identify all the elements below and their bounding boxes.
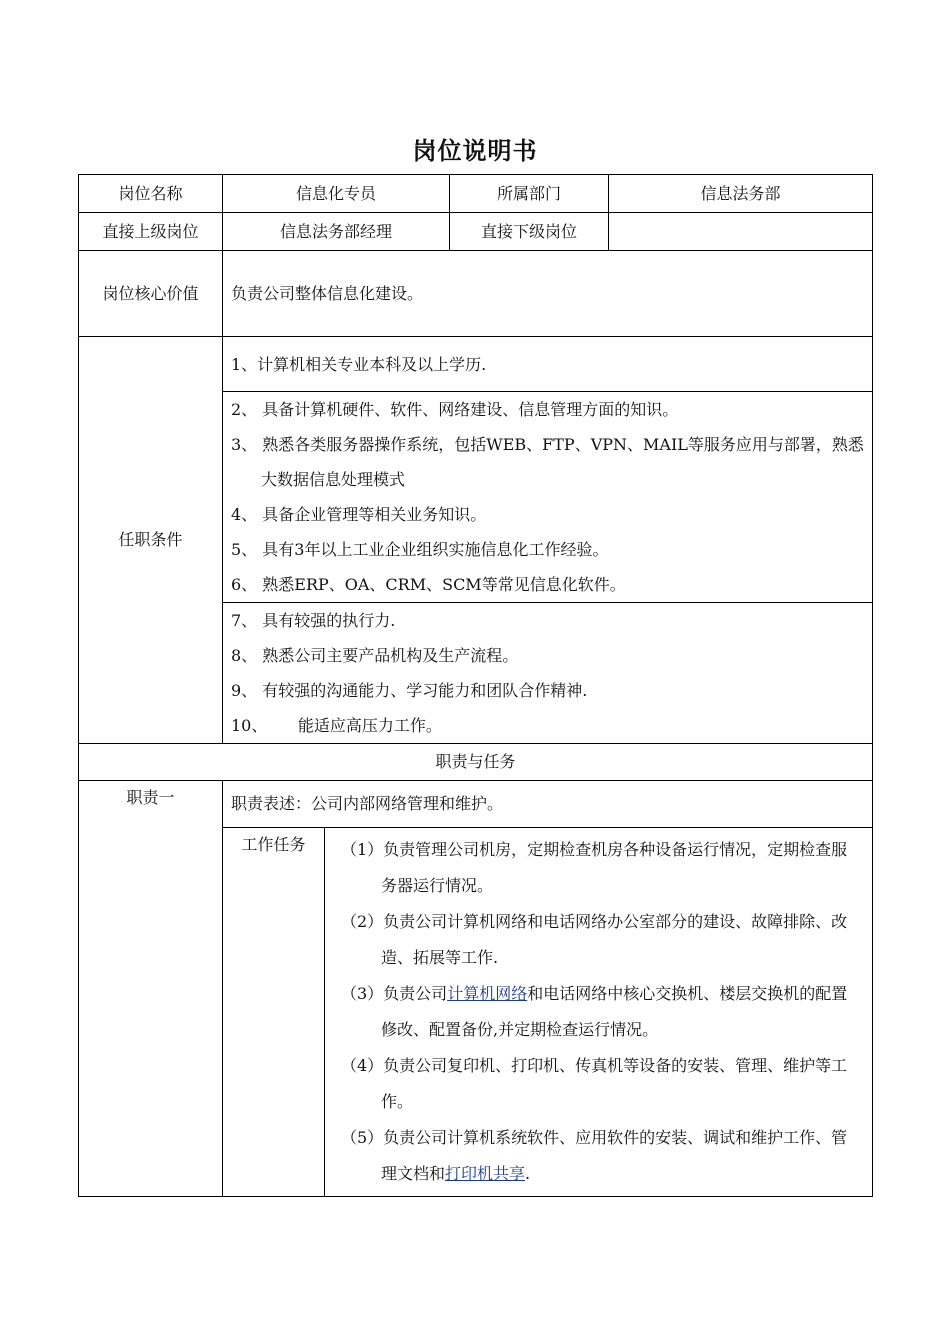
requirement-item: 3、 熟悉各类服务器操作系统，包括WEB、FTP、VPN、MAIL等服务应用与部署，熟悉大数据信息处理模式 (231, 435, 864, 489)
task-item: （3）负责公司计算机网络和电话网络中核心交换机、楼层交换机的配置修改、配置备份,并定期检查运行情况。 (341, 984, 848, 1039)
task-item: （5）负责公司计算机系统软件、应用软件的安装、调试和维护工作、管理文档和打印机共享. (341, 1128, 848, 1183)
department-label: 所属部门 (450, 175, 609, 213)
core-value-text: 负责公司整体信息化建设。 (223, 251, 873, 337)
tasks-list (325, 828, 873, 1197)
requirement-item: 7、 具有较强的执行力. (231, 611, 396, 630)
superior-label: 直接上级岗位 (79, 213, 223, 251)
department-value: 信息法务部 (609, 175, 873, 213)
core-value-label: 岗位核心价值 (79, 251, 223, 337)
row-requirements-1 (79, 337, 873, 392)
subordinate-label: 直接下级岗位 (450, 213, 609, 251)
row-core-value (79, 251, 873, 337)
page-title: 岗位说明书 (412, 136, 538, 165)
position-name-value: 信息化专员 (223, 175, 450, 213)
requirements-group-2 (223, 392, 873, 603)
position-name-label: 岗位名称 (79, 175, 223, 213)
duty1-statement: 职责表述：公司内部网络管理和维护。 (223, 781, 873, 828)
row-reporting (79, 213, 873, 251)
duty1-label: 职责一 (79, 781, 223, 1197)
printer-sharing-link[interactable]: 打印机共享 (445, 1164, 526, 1183)
task-item: （1）负责管理公司机房，定期检查机房各种设备运行情况，定期检查服务器运行情况。 (341, 840, 848, 895)
tasks-label: 工作任务 (223, 828, 325, 1197)
row-position-info (79, 175, 873, 213)
requirement-item: 8、 熟悉公司主要产品机构及生产流程。 (231, 646, 519, 665)
subordinate-value (609, 213, 873, 251)
job-description-table (78, 174, 873, 1197)
requirement-item: 5、 具有3年以上工业企业组织实施信息化工作经验。 (231, 540, 609, 559)
requirements-label: 任职条件 (79, 337, 223, 744)
row-duty1-statement (79, 781, 873, 828)
task-item: （4）负责公司复印机、打印机、传真机等设备的安装、管理、维护等工作。 (341, 1056, 848, 1111)
superior-value: 信息法务部经理 (223, 213, 450, 251)
requirements-group-3 (223, 603, 873, 744)
computer-network-link[interactable]: 计算机网络 (447, 984, 528, 1003)
row-duties-heading (79, 744, 873, 781)
requirement-item: 9、 有较强的沟通能力、学习能力和团队合作精神. (231, 681, 588, 700)
requirement-item: 6、 熟悉ERP、OA、CRM、SCM等常见信息化软件。 (231, 575, 626, 594)
duties-heading: 职责与任务 (79, 744, 873, 781)
requirements-group-1 (223, 337, 873, 392)
requirement-item: 2、 具备计算机硬件、软件、网络建设、信息管理方面的知识。 (231, 400, 679, 419)
requirement-item: 1、计算机相关专业本科及以上学历. (231, 354, 487, 374)
requirement-item: 4、 具备企业管理等相关业务知识。 (231, 505, 487, 524)
task-item: （2）负责公司计算机网络和电话网络办公室部分的建设、故障排除、改造、拓展等工作. (341, 912, 848, 967)
requirement-item: 10、 能适应高压力工作。 (231, 716, 442, 735)
